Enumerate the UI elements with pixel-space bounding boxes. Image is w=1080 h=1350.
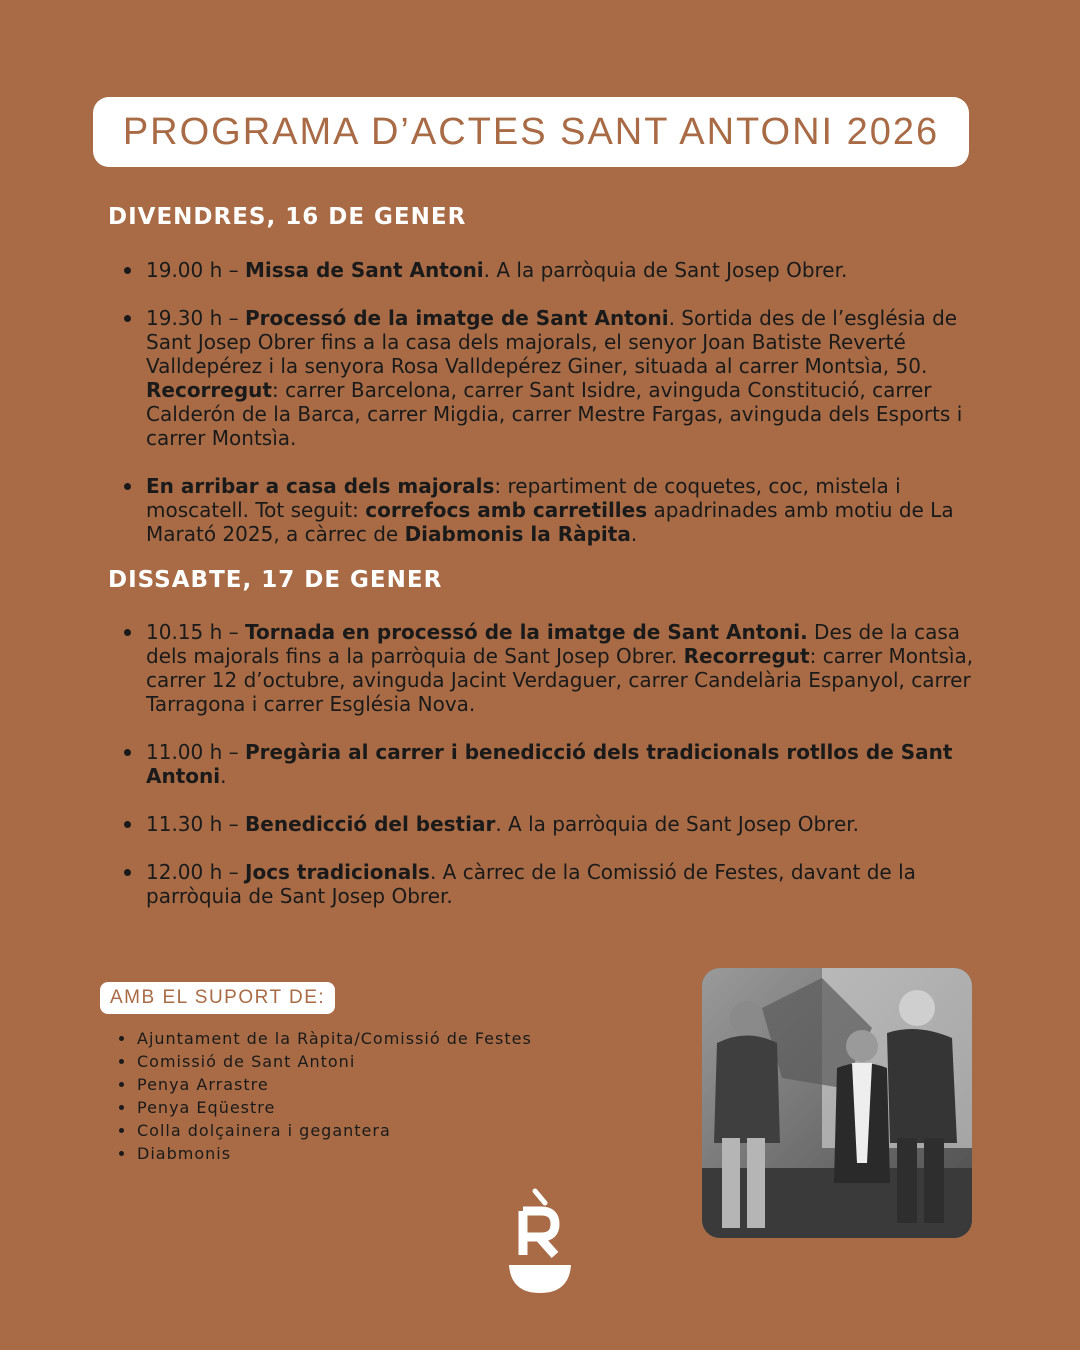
- event-item: [146, 258, 976, 282]
- sponsor-item: Comissió de Sant Antoni: [137, 1050, 532, 1073]
- event-item: [146, 740, 976, 788]
- support-label: AMB EL SUPORT DE:: [110, 987, 326, 1008]
- event-text: 10.15 h –: [146, 620, 246, 644]
- event-text: . A la parròquia de Sant Josep Obrer.: [483, 258, 848, 282]
- rapita-logo-icon: [505, 1187, 575, 1297]
- event-text: . A càrrec de la Comissió de Festes, davant de la parròquia de Sant Josep Obrer.: [146, 860, 916, 908]
- event-text: .: [220, 764, 227, 788]
- event-text: .: [630, 522, 638, 546]
- title-box: [93, 97, 969, 167]
- event-highlight: Missa de Sant Antoni: [245, 258, 484, 282]
- events-list-saturday: [146, 620, 976, 932]
- event-highlight: Diabmonis la Ràpita: [404, 522, 631, 546]
- sponsor-item: Colla dolçainera i gegantera: [137, 1119, 532, 1142]
- event-item: [146, 620, 976, 716]
- day-heading-saturday: DISSABTE, 17 DE GENER: [108, 567, 443, 593]
- event-item: [146, 306, 976, 450]
- events-list-friday: [146, 258, 976, 570]
- event-text: : carrer Barcelona, carrer Sant Isidre, avinguda Constitució, carrer Calderón de la Barca, carrer Migdia, carrer Mestre Fargas, avinguda dels Esports i carrer Montsìa.: [146, 378, 963, 450]
- sponsor-item: Ajuntament de la Ràpita/Comissió de Festes: [137, 1029, 532, 1048]
- event-highlight: Recorregut: [146, 378, 272, 402]
- event-text: 11.30 h –: [146, 812, 246, 836]
- event-highlight: En arribar a casa dels majorals: [146, 474, 495, 498]
- majorals-photo: [702, 968, 972, 1238]
- sponsors-list: [137, 1027, 532, 1165]
- photo-illustration: [702, 968, 972, 1238]
- event-highlight: Processó de la imatge de Sant Antoni: [245, 306, 669, 330]
- event-highlight: correfocs amb carretilles: [365, 498, 648, 522]
- event-text: Des de la casa dels majorals fins a la parròquia de Sant Josep Obrer.: [146, 620, 960, 668]
- event-highlight: Pregària al carrer i benedicció dels tradicionals rotllos de Sant Antoni: [146, 740, 953, 788]
- event-highlight: Jocs tradicionals: [245, 860, 430, 884]
- event-text: : repartiment de coquetes, coc, mistela i moscatell. Tot seguit:: [146, 474, 901, 522]
- event-text: 19.00 h –: [146, 258, 246, 282]
- event-text: : carrer Montsìa, carrer 12 d’octubre, avinguda Jacint Verdaguer, carrer Candelària Espanyol, carrer Tarragona i carrer Església Nova.: [146, 644, 974, 716]
- event-text: 19.30 h –: [146, 306, 246, 330]
- support-badge: [100, 982, 335, 1014]
- event-highlight: Benedicció del bestiar: [245, 812, 496, 836]
- event-item: [146, 860, 976, 908]
- event-highlight: Recorregut: [683, 644, 810, 668]
- event-text: . Sortida des de l’església de Sant Josep Obrer fins a la casa dels majorals, el senyor Joan Batiste Reverté Valldepérez i la senyora Rosa Valldepérez Giner, situada al carrer Montsìa, 50.: [146, 306, 958, 378]
- day-heading-friday: DIVENDRES, 16 DE GENER: [108, 204, 467, 230]
- page-title: PROGRAMA D’ACTES SANT ANTONI 2026: [122, 110, 940, 153]
- event-item: [146, 474, 976, 546]
- sponsor-item: Penya Eqüestre: [137, 1096, 532, 1119]
- event-text: apadrinades amb motiu de La Marató 2025, a càrrec de: [146, 498, 954, 546]
- sponsor-item: Diabmonis: [137, 1142, 532, 1165]
- event-text: 11.00 h –: [146, 740, 246, 764]
- event-text: 12.00 h –: [146, 860, 246, 884]
- sponsor-item: Penya Arrastre: [137, 1073, 532, 1096]
- event-text: . A la parròquia de Sant Josep Obrer.: [495, 812, 859, 836]
- event-highlight: Tornada en processó de la imatge de Sant Antoni.: [245, 620, 808, 644]
- event-item: [146, 812, 976, 836]
